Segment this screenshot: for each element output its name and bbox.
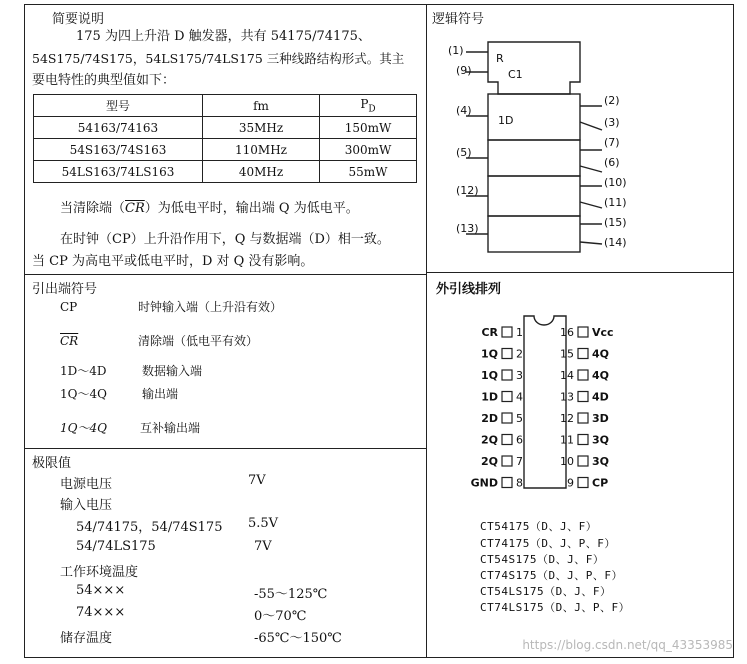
pin-number: 4: [516, 390, 523, 404]
logic-pin-right: (10): [604, 176, 627, 189]
logic-heading: 逻辑符号: [432, 12, 485, 27]
pin-number: 15: [560, 347, 574, 361]
limit-label: 储存温度: [60, 631, 113, 646]
pin-number: 3: [516, 369, 523, 382]
list-item: CT54S175（D、J、F）: [480, 553, 605, 566]
cell: 55mW: [320, 161, 417, 183]
control-block: [488, 42, 580, 94]
pin-label: GND: [470, 476, 498, 490]
list-item: [60, 332, 258, 349]
logic-pin-left: (5): [456, 146, 472, 159]
pin-symbol: 1D～4D: [60, 364, 107, 378]
logic-pin-right: (2): [604, 94, 620, 107]
pin-number: 1: [516, 326, 523, 339]
pin-desc: 输出端: [142, 387, 179, 401]
logic-pin-left: (4): [456, 104, 472, 117]
pin-number: 12: [560, 412, 574, 425]
pin-label: 4Q: [592, 347, 610, 361]
pin-number: 10: [560, 455, 574, 468]
pin-number: 2: [516, 347, 523, 361]
list-item: CT74S175（D、J、P、F）: [480, 569, 623, 582]
note-level: 当 CP 为高电平或低电平时，D 对 Q 没有影响。: [32, 254, 314, 269]
list-item: [60, 419, 200, 436]
pin-number: 13: [560, 390, 574, 404]
logic-pin-left: (12): [456, 184, 479, 197]
pin-number: 16: [560, 326, 574, 339]
cell: 110MHz: [203, 139, 320, 161]
pins-heading: 引出端符号: [32, 282, 98, 297]
pin-label: 1D: [481, 390, 498, 404]
pin-number: 5: [516, 412, 523, 425]
spec-table: [33, 94, 417, 183]
limit-value: -55～125℃: [254, 587, 328, 602]
pin-pad: [578, 392, 588, 402]
pin-symbol: CP: [60, 299, 78, 314]
cell: 35MHz: [203, 117, 320, 139]
logic-symbol-diagram: [432, 30, 632, 266]
cell: 150mW: [320, 117, 417, 139]
pin-label: 3Q: [592, 433, 610, 447]
spec-table-header: [34, 95, 417, 117]
pin-pad: [502, 349, 512, 359]
logic-pin-right: (15): [604, 216, 627, 229]
flipflop-2: [488, 140, 580, 176]
pin-pad: [578, 349, 588, 359]
pin-label: 1Q: [480, 369, 498, 382]
limit-value: 5.5V: [248, 516, 279, 531]
pin-label: 2Q: [480, 433, 498, 447]
dip-package-diagram: [458, 312, 634, 496]
list-item: CT54LS175（D、J、F）: [480, 585, 612, 598]
pin-label: 2D: [481, 412, 498, 425]
logic-pin-left: (9): [456, 64, 472, 77]
pin-pad: [502, 478, 512, 488]
logic-label-1d: 1D: [498, 114, 514, 127]
flipflop-4: [488, 216, 580, 252]
list-item: CT74175（D、J、P、F）: [480, 537, 616, 550]
pin-pad: [578, 370, 588, 380]
list-item: [60, 385, 178, 402]
pin-pad: [578, 435, 588, 445]
table-row: [34, 117, 417, 139]
limit-label: 54×××: [76, 583, 126, 598]
limit-value: -65℃～150℃: [254, 631, 342, 646]
pinout-heading: 外引线排列: [436, 282, 502, 297]
row-divider-3: [426, 272, 734, 273]
logic-pin-right: (6): [604, 156, 620, 169]
brief-line-2: 54S175/74S175，54LS175/74LS175 三种线路结构形式。其主: [32, 51, 405, 66]
pin-label: 3D: [592, 412, 609, 425]
logic-label-r: R: [496, 52, 504, 65]
logic-pin-left: (13): [456, 222, 479, 235]
pin-label: 3Q: [592, 455, 610, 468]
pin-number: 14: [560, 369, 574, 382]
cell: 40MHz: [203, 161, 320, 183]
brief-heading: 简要说明: [52, 12, 105, 27]
pin-pad: [502, 327, 512, 337]
list-item: CT54175（D、J、F）: [480, 520, 598, 533]
pin-label: 1Q: [480, 347, 498, 361]
limit-label: 输入电压: [60, 498, 113, 513]
pin-pad: [578, 413, 588, 423]
pin-number: 7: [516, 455, 523, 468]
cell: 54163/74163: [34, 117, 203, 139]
note-clock: 在时钟（CP）上升沿作用下，Q 与数据端（D）相一致。: [60, 232, 390, 247]
list-item: CT74LS175（D、J、P、F）: [480, 601, 631, 614]
cell: 54S163/74S163: [34, 139, 203, 161]
pin-pad: [578, 478, 588, 488]
pin-label: Vcc: [592, 326, 614, 339]
logic-label-c1: C1: [508, 68, 523, 81]
limit-label: 54/74175，54/74S175: [76, 520, 223, 535]
pin-pad: [502, 456, 512, 466]
table-row: [34, 161, 417, 183]
col-pd: $P_D$: [320, 95, 417, 117]
pin-pad: [502, 392, 512, 402]
limit-label: 电源电压: [60, 477, 113, 492]
limit-value: 0～70℃: [254, 609, 307, 624]
pin-label: CP: [592, 476, 609, 490]
note-clear: 当清除端$(\overline{CR})$为低电平时，输出端 Q 为低电平。: [60, 201, 359, 216]
column-divider: [426, 4, 427, 658]
brief-line-1: 175 为四上升沿 D 触发器，共有 54175/74175、: [76, 29, 371, 44]
pin-symbol: $\overline{CR}$: [60, 333, 79, 348]
logic-pin-right: (3): [604, 116, 620, 129]
list-item: [60, 298, 282, 315]
logic-pin-right: (11): [604, 196, 627, 209]
limit-value: 7V: [254, 539, 272, 554]
pin-label: 4Q: [592, 369, 610, 382]
pin-number: 8: [516, 476, 523, 490]
limits-heading: 极限值: [32, 456, 72, 471]
list-item: [60, 362, 202, 379]
logic-pin-right: (7): [604, 136, 620, 149]
pin-label: 2Q: [480, 455, 498, 468]
pin-symbol: 1Q～4Q: [60, 387, 107, 401]
logic-pin-left: (1): [448, 44, 464, 57]
col-fm: fm: [203, 95, 320, 117]
pin-desc: 时钟输入端（上升沿有效）: [138, 300, 283, 314]
watermark: https://blog.csdn.net/qq_43353985: [522, 638, 733, 652]
pin-desc: 数据输入端: [142, 364, 203, 378]
limit-label: 74×××: [76, 605, 126, 620]
pin-pad: [502, 370, 512, 380]
pin-desc: 清除端（低电平有效）: [138, 334, 259, 348]
pin-pad: [578, 327, 588, 337]
pin-desc: 互补输出端: [140, 421, 201, 435]
pin-pad: [502, 413, 512, 423]
pin-number: 9: [567, 476, 574, 490]
pin-number: 11: [560, 433, 574, 447]
pin-symbol-complement: 1Q～4Q: [60, 421, 107, 435]
pin-label: CR: [481, 326, 498, 339]
limit-label: 54/74LS175: [76, 539, 156, 554]
pin-pad: [578, 456, 588, 466]
row-divider-2: [24, 448, 427, 449]
limit-label: 工作环境温度: [60, 565, 139, 580]
logic-pin-right: (14): [604, 236, 627, 249]
cell: 300mW: [320, 139, 417, 161]
pin-pad: [502, 435, 512, 445]
cell: 54LS163/74LS163: [34, 161, 203, 183]
brief-line-3: 要电特性的典型值如下：: [32, 73, 176, 88]
col-type: 型号: [34, 95, 203, 117]
flipflop-3: [488, 176, 580, 216]
row-divider-1: [24, 274, 427, 275]
pin-number: 6: [516, 433, 523, 447]
pin-label: 4D: [592, 390, 609, 404]
limit-value: 7V: [248, 473, 266, 488]
table-row: [34, 139, 417, 161]
